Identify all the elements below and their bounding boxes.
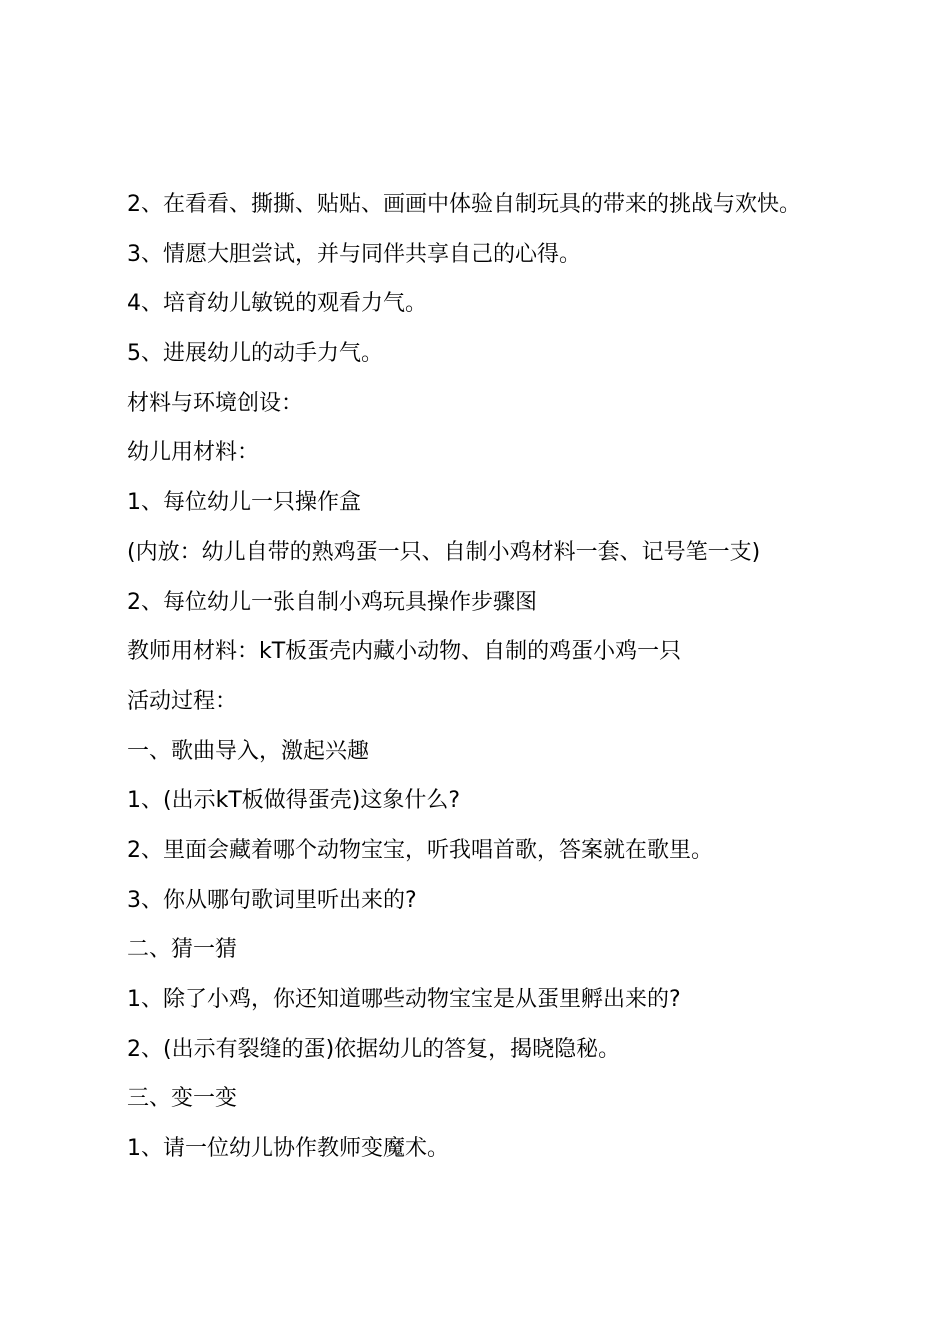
step-heading-1: 一、歌曲导入，激起兴趣	[127, 738, 370, 764]
section-heading-process: 活动过程：	[127, 688, 238, 714]
subheading-child-materials: 幼儿用材料：	[127, 440, 260, 466]
step-2-item-2: 2、(出示有裂缝的蛋)依据幼儿的答复，揭晓隐秘。	[127, 1036, 621, 1062]
step-1-item-2: 2、里面会藏着哪个动物宝宝，听我唱首歌，答案就在歌里。	[127, 837, 713, 863]
document-body	[127, 184, 917, 1178]
child-material-1: 1、每位幼儿一只操作盒	[127, 490, 361, 516]
step-3-item-1: 1、请一位幼儿协作教师变魔术。	[127, 1136, 449, 1162]
goal-line-2: 2、在看看、撕撕、贴贴、画画中体验自制玩具的带来的挑战与欢快。	[127, 192, 801, 217]
step-1-item-1: 1、(出示kT板做得蛋壳)这象什么?	[127, 788, 461, 814]
section-heading-materials: 材料与环境创设：	[127, 390, 304, 416]
step-heading-3: 三、变一变	[127, 1086, 238, 1112]
teacher-materials: 教师用材料：kT板蛋壳内藏小动物、自制的鸡蛋小鸡一只	[127, 639, 682, 665]
step-2-item-1: 1、除了小鸡，你还知道哪些动物宝宝是从蛋里孵出来的?	[127, 987, 681, 1012]
step-1-item-3: 3、你从哪句歌词里听出来的?	[127, 887, 417, 913]
child-material-1-detail: (内放：幼儿自带的熟鸡蛋一只、自制小鸡材料一套、记号笔一支)	[127, 539, 761, 565]
child-material-2: 2、每位幼儿一张自制小鸡玩具操作步骤图	[127, 589, 537, 615]
step-heading-2: 二、猜一猜	[127, 937, 238, 963]
goal-line-4: 4、培育幼儿敏锐的观看力气。	[127, 291, 427, 317]
goal-line-5: 5、进展幼儿的动手力气。	[127, 341, 383, 367]
goal-line-3: 3、情愿大胆尝试，并与同伴共享自己的心得。	[127, 241, 581, 267]
